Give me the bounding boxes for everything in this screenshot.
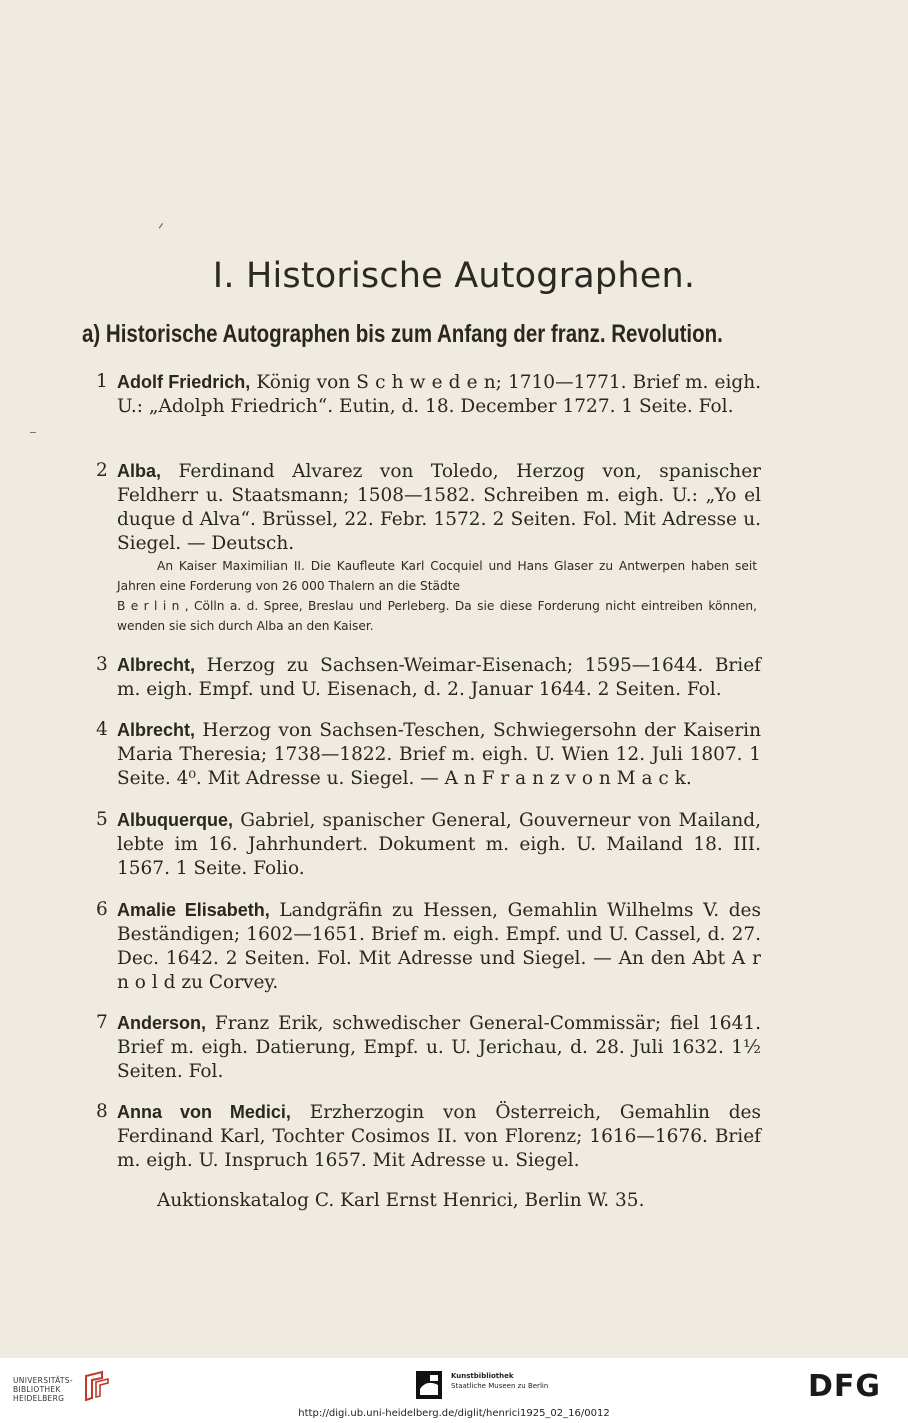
entry-2-note <box>117 556 757 636</box>
dfg-logo[interactable]: DFG <box>808 1369 882 1404</box>
entry-text <box>117 1100 761 1173</box>
entry-text <box>117 898 761 995</box>
entry-description: König von S c h w e d e n; 1710—1771. Brief m. eigh. U.: „Adolph Friedrich“. Eutin, d. 18. December 1727. 1 Seite. Fol. <box>117 372 761 417</box>
entry-description: Landgräfin zu Hessen, Gemahlin Wilhelms V. des Beständigen; 1602—1651. Brief m. eigh. Empf. und U. Cassel, d. 27. Dec. 1642. 2 Seiten. Fol. Mit Adresse und Siegel. — An den Abt A r n o l d zu Corvey. <box>117 900 761 993</box>
entry-number: 6 <box>96 899 108 920</box>
entry-name: Anna von Medici, <box>117 1102 291 1122</box>
heidelberg-library-name <box>13 1376 73 1403</box>
library-name-line-2: BIBLIOTHEK <box>13 1385 61 1394</box>
entry-description: Franz Erik, schwedischer General-Commissär; fiel 1641. Brief m. eigh. Datierung, Empf. u. U. Jerichau, d. 28. Juli 1632. 1½ Seiten. Fol. <box>117 1013 761 1082</box>
entry-description: Ferdinand Alvarez von Toledo, Herzog von, spanischer Feldherr u. Staatsmann; 1508—1582. Schreiben m. eigh. U.: „Yo el duque d Alva“. Brüssel, 22. Febr. 1572. 2 Seiten. Fol. Mit Adresse u. Siegel. — Deutsch. <box>117 461 761 554</box>
entry-name: Albrecht, <box>117 720 196 740</box>
kb-title: Kunstbibliothek <box>451 1372 514 1380</box>
entry-number: 2 <box>96 460 108 481</box>
note-line-2: B e r l i n , Cölln a. d. Spree, Breslau und Perleberg. Da sie diese Forderung nicht eintreiben können, wenden sie sich durch Alba an den Kaiser. <box>117 599 757 633</box>
note-line-1: An Kaiser Maximilian II. Die Kaufleute Karl Cocquiel und Hans Glaser zu Antwerpen haben seit Jahren eine Forderung von 26 000 Thalern an die Städte <box>117 559 757 593</box>
entry-text <box>117 653 761 702</box>
entry-number: 1 <box>96 371 108 392</box>
page-title: I. Historische Autographen. <box>212 256 696 296</box>
catalog-footer: Auktionskatalog C. Karl Ernst Henrici, Berlin W. 35. <box>157 1190 645 1211</box>
entry-description: Herzog von Sachsen-Teschen, Schwiegersohn der Kaiserin Maria Theresia; 1738—1822. Brief m. eigh. U. Wien 12. Juli 1807. 1 Seite. 4⁰. Mit Adresse u. Siegel. — A n F r a n z v o n M a c k. <box>117 720 761 789</box>
pencil-mark <box>159 223 167 231</box>
permalink-url[interactable]: http://digi.ub.uni-heidelberg.de/diglit/henrici1925_02_16/0012 <box>298 1408 610 1419</box>
library-name-line-3: HEIDELBERG <box>13 1394 65 1403</box>
kunstbibliothek-name <box>451 1371 548 1391</box>
entry-text <box>117 808 761 881</box>
heidelberg-logo-icon[interactable] <box>80 1370 112 1402</box>
entry-description: Herzog zu Sachsen-Weimar-Eisenach; 1595—1644. Brief m. eigh. Empf. und U. Eisenach, d. 2. Januar 1644. 2 Seiten. Fol. <box>117 655 761 700</box>
entry-text <box>117 370 761 419</box>
kb-subtitle: Staatliche Museen zu Berlin <box>451 1382 549 1390</box>
entry-text <box>117 1011 761 1084</box>
entry-number: 7 <box>96 1012 108 1033</box>
kunstbibliothek-logo-icon[interactable] <box>416 1371 442 1399</box>
library-name-line-1: UNIVERSITÄTS- <box>13 1376 73 1385</box>
entry-number: 3 <box>96 654 108 675</box>
entry-text <box>117 718 761 791</box>
entry-number: 8 <box>96 1101 108 1122</box>
section-subtitle: a) Historische Autographen bis zum Anfang der franz. Revolution. <box>82 320 723 348</box>
entry-description: Erzherzogin von Österreich, Gemahlin des Ferdinand Karl, Tochter Cosimos II. von Florenz; 1616—1676. Brief m. eigh. U. Inspruch 1657. Mit Adresse u. Siegel. <box>117 1102 761 1171</box>
entry-name: Albrecht, <box>117 655 196 675</box>
entry-name: Alba, <box>117 461 162 481</box>
entry-name: Adolf Friedrich, <box>117 372 251 392</box>
margin-dash <box>30 432 36 433</box>
entry-name: Amalie Elisabeth, <box>117 900 270 920</box>
entry-number: 5 <box>96 809 108 830</box>
entry-description: Gabriel, spanischer General, Gouverneur von Mailand, lebte im 16. Jahrhundert. Dokument m. eigh. U. Mailand 18. III. 1567. 1 Seite. Folio. <box>117 810 761 879</box>
entry-text <box>117 459 761 556</box>
entry-number: 4 <box>96 719 108 740</box>
entry-name: Anderson, <box>117 1013 207 1033</box>
entry-name: Albuquerque, <box>117 810 233 830</box>
